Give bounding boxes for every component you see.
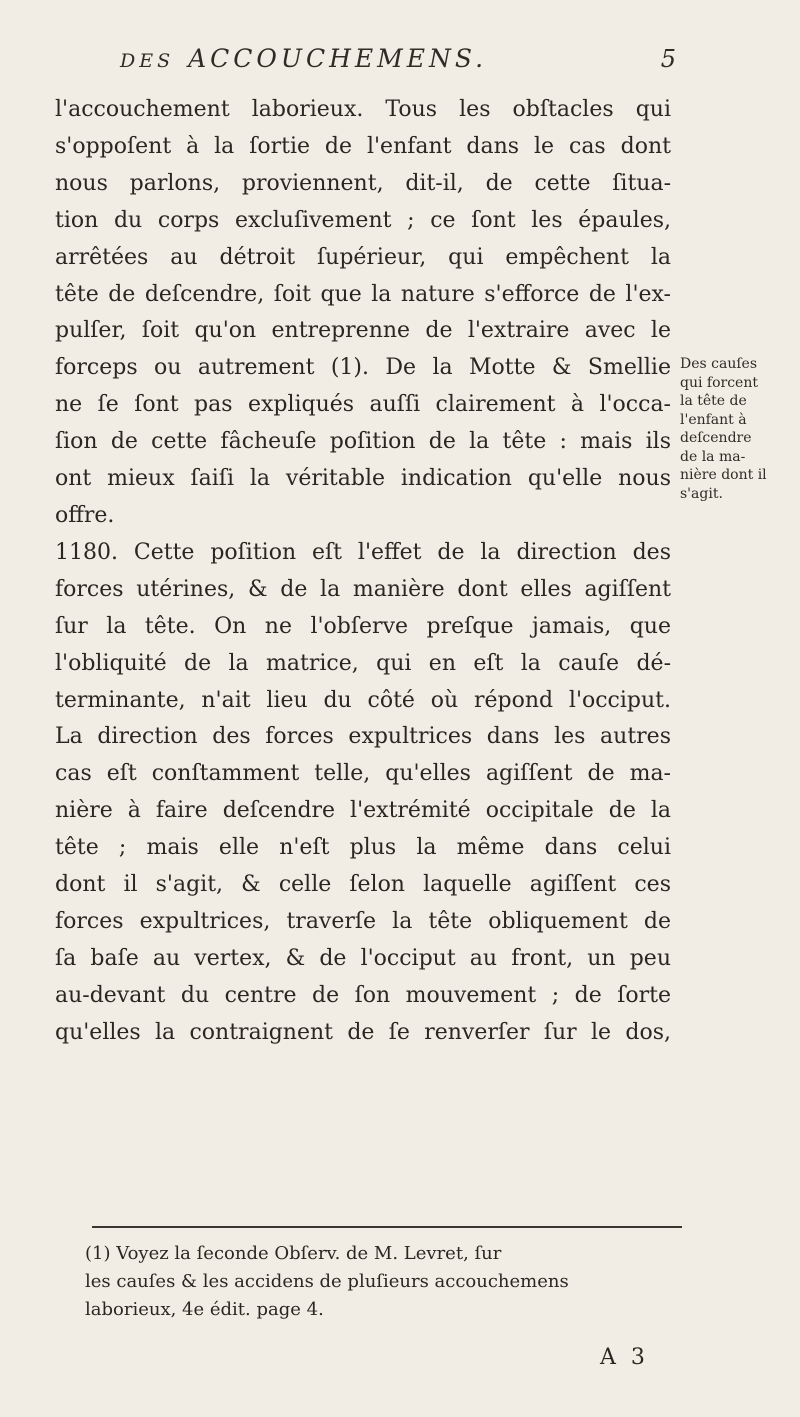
margin-note-line: l'enfant à: [680, 411, 747, 428]
margin-note-line: la tête de: [680, 393, 747, 409]
text-line: nous parlons, proviennent, dit-il, de cette ſitua-: [55, 170, 671, 196]
text-line: ſa baſe au vertex, & de l'occiput au front, un peu: [55, 945, 671, 971]
paragraph-1180: [55, 535, 671, 1052]
text-line: ſion de cette fâcheuſe poſition de la tête : mais ils: [55, 429, 671, 455]
margin-note-line: de la ma-: [680, 448, 746, 465]
margin-note: [680, 355, 795, 503]
text-line: ont mieux ſaiſi la véritable indication qu'elle nous: [55, 466, 671, 492]
main-text: [55, 92, 671, 1052]
footnote-line: laborieux, 4e édit. page 4.: [85, 1299, 324, 1320]
text-line: au-devant du centre de ſon mouvement ; de ſorte: [55, 982, 671, 1008]
paragraph-1: [55, 92, 671, 535]
text-line: s'oppoſent à la ſortie de l'enfant dans le cas dont: [55, 133, 671, 159]
running-title-des: DES: [120, 50, 175, 72]
text-line: tion du corps excluſivement ; ce ſont les épaules,: [55, 207, 671, 233]
footnote-line: (1) Voyez la ſeconde Obſerv. de M. Levret, ſur: [85, 1243, 502, 1264]
footnote-rule: [92, 1226, 682, 1228]
text-line: pulſer, ſoit qu'on entreprenne de l'extraire avec le: [55, 318, 671, 344]
text-line: cas eſt conſtamment telle, qu'elles agiſſent de ma-: [55, 761, 671, 787]
footnote-line: les cauſes & les accidens de pluſieurs accouchemens: [85, 1271, 569, 1292]
margin-note-line: s'agit.: [680, 485, 723, 502]
text-line: forces expultrices, traverſe la tête obliquement de: [55, 908, 671, 934]
text-line: terminante, n'ait lieu du côté où répond l'occiput.: [55, 687, 671, 713]
text-line: offre.: [55, 502, 115, 528]
text-line: l'accouchement laborieux. Tous les obſtacles qui: [55, 97, 671, 122]
text-line: 1180. Cette poſition eſt l'effet de la direction des: [55, 539, 671, 565]
running-title-main: ACCOUCHEMENS.: [188, 44, 488, 73]
text-line: forceps ou autrement (1). De la Motte & Smellie: [55, 355, 671, 381]
margin-note-line: deſcendre: [680, 430, 752, 446]
text-line: ſur la tête. On ne l'obſerve preſque jamais, que: [55, 613, 671, 639]
text-line: dont il s'agit, & celle ſelon laquelle agiſſent ces: [55, 872, 671, 898]
text-line: tête ; mais elle n'eſt plus la même dans celui: [55, 835, 671, 861]
signature-mark: A 3: [600, 1345, 649, 1370]
text-line: forces utérines, & de la manière dont elles agiſſent: [55, 576, 671, 602]
running-title: [120, 44, 487, 73]
text-line: La direction des forces expultrices dans les autres: [55, 724, 671, 750]
text-line: tête de deſcendre, ſoit que la nature s'efforce de l'ex-: [55, 281, 671, 307]
running-header: [120, 44, 680, 73]
margin-note-line: nière dont il: [680, 467, 767, 483]
text-line: ne ſe ſont pas expliqués auſſi clairement à l'occa-: [55, 392, 671, 418]
text-line: qu'elles la contraignent de ſe renverſer ſur le dos,: [55, 1019, 671, 1045]
text-line: arrêtées au détroit ſupérieur, qui empêchent la: [55, 244, 671, 270]
page-number: 5: [660, 45, 680, 73]
margin-note-line: Des cauſes: [680, 356, 757, 372]
footnote: [85, 1240, 685, 1324]
text-line: l'obliquité de la matrice, qui en eſt la cauſe dé-: [55, 650, 671, 676]
margin-note-line: qui forcent: [680, 374, 758, 391]
text-line: nière à faire deſcendre l'extrémité occipitale de la: [55, 798, 671, 824]
